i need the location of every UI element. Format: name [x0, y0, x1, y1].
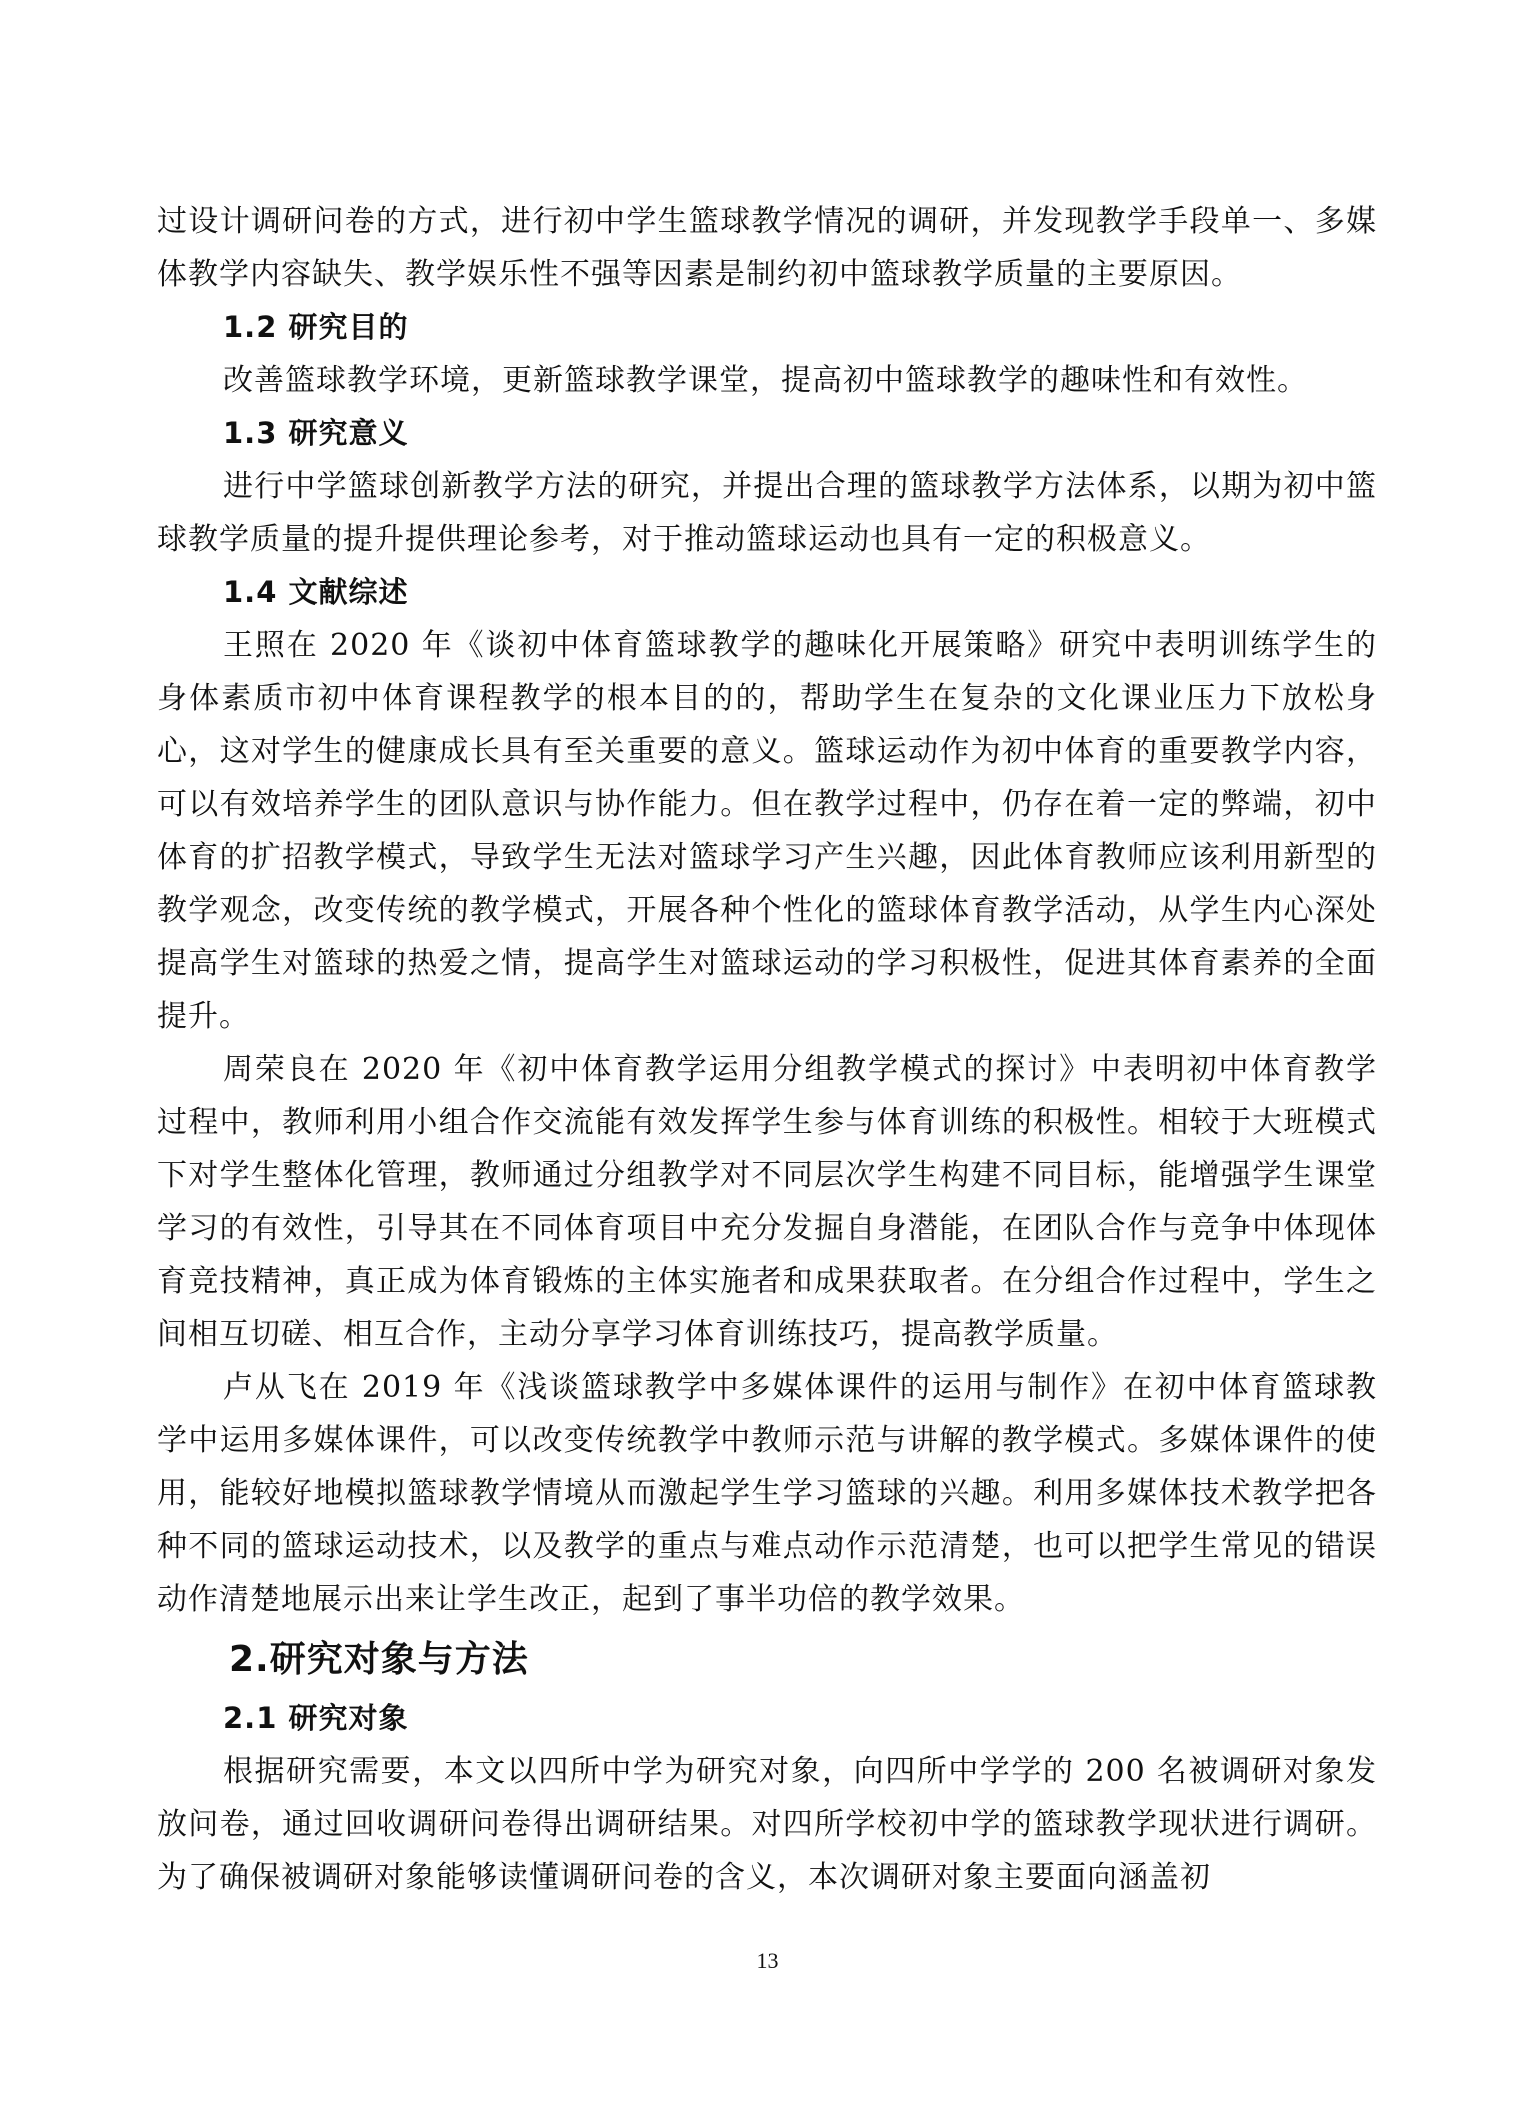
literature-review-paragraph-2: 周荣良在 2020 年《初中体育教学运用分组教学模式的探讨》中表明初中体育教学过程中，教师利用小组合作交流能有效发挥学生参与体育训练的积极性。相较于大班模式下对学生整体化管理，教师通过分组教学对不同层次学生构建不同目标，能增强学生课堂学习的有效性，引导其在不同体育项目中充分发掘自身潜能，在团队合作与竞争中体现体育竞技精神，真正成为体育锻炼的主体实施者和成果获取者。在分组合作过程中，学生之间相互切磋、相互合作，主动分享学习体育训练技巧，提高教学质量。 [157, 1052, 1377, 1352]
page-body [157, 195, 1377, 1904]
literature-review-paragraph-1: 王照在 2020 年《谈初中体育篮球教学的趣味化开展策略》研究中表明训练学生的身体素质市初中体育课程教学的根本目的的，帮助学生在复杂的文化课业压力下放松身心，这对学生的健康成长具有至关重要的意义。篮球运动作为初中体育的重要教学内容，可以有效培养学生的团队意识与协作能力。但在教学过程中，仍存在着一定的弊端，初中体育的扩招教学模式，导致学生无法对篮球学习产生兴趣，因此体育教师应该利用新型的教学观念，改变传统的教学模式，开展各种个性化的篮球体育教学活动，从学生内心深处提高学生对篮球的热爱之情，提高学生对篮球运动的学习积极性，促进其体育素养的全面提升。 [157, 628, 1377, 1034]
literature-review-paragraph-3: 卢从飞在 2019 年《浅谈篮球教学中多媒体课件的运用与制作》在初中体育篮球教学中运用多媒体课件，可以改变传统教学中教师示范与讲解的教学模式。多媒体课件的使用，能较好地模拟篮球教学情境从而激起学生学习篮球的兴趣。利用多媒体技术教学把各种不同的篮球运动技术，以及教学的重点与难点动作示范清楚，也可以把学生常见的错误动作清楚地展示出来让学生改正，起到了事半功倍的教学效果。 [157, 1370, 1377, 1617]
heading-research-significance: 1.3 研究意义 [223, 416, 409, 450]
heading-research-objects: 2.1 研究对象 [223, 1701, 409, 1735]
heading-literature-review: 1.4 文献综述 [223, 575, 409, 609]
research-purpose-paragraph: 改善篮球教学环境，更新篮球教学课堂，提高初中篮球教学的趣味性和有效性。 [223, 363, 1308, 398]
page-number: 13 [756, 1948, 779, 1973]
intro-continuation-paragraph: 过设计调研问卷的方式，进行初中学生篮球教学情况的调研，并发现教学手段单一、多媒体教学内容缺失、教学娱乐性不强等因素是制约初中篮球教学质量的主要原因。 [157, 204, 1377, 292]
research-objects-paragraph: 根据研究需要，本文以四所中学为研究对象，向四所中学学的 200 名被调研对象发放问卷，通过回收调研问卷得出调研结果。对四所学校初中学的篮球教学现状进行调研。为了确保被调研对象能够读懂调研问卷的含义，本次调研对象主要面向涵盖初 [157, 1754, 1377, 1895]
heading-objects-and-methods: 2.研究对象与方法 [229, 1639, 529, 1680]
heading-research-purpose: 1.2 研究目的 [223, 310, 409, 344]
research-significance-paragraph: 进行中学篮球创新教学方法的研究，并提出合理的篮球教学方法体系，以期为初中篮球教学质量的提升提供理论参考，对于推动篮球运动也具有一定的积极意义。 [157, 469, 1377, 557]
